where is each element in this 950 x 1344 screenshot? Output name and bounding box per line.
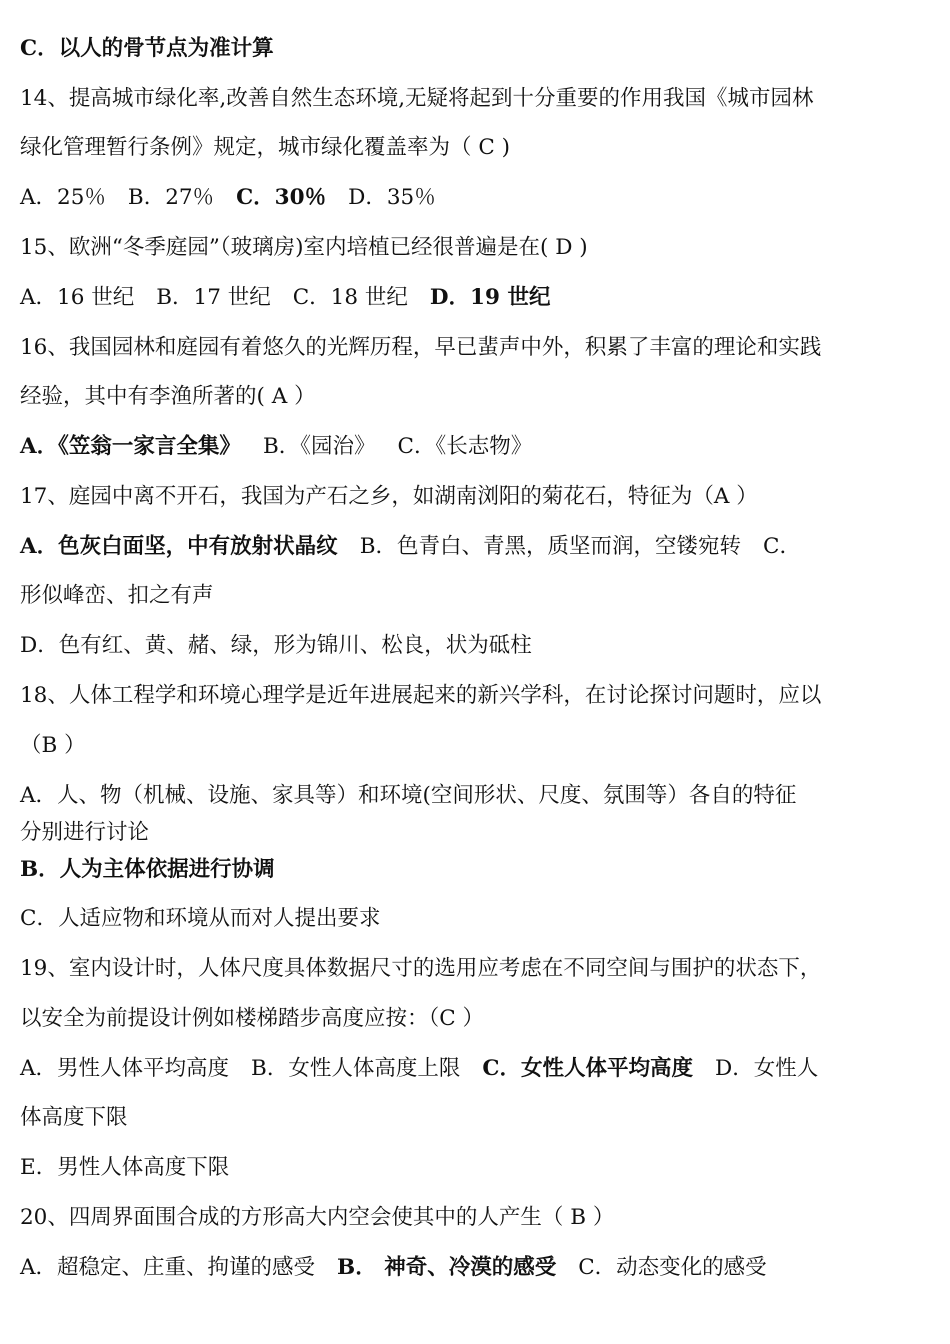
q15-option-c: C．18 世纪 [292,285,408,310]
q14-options [20,184,910,212]
q19-option-b: B．女性人体高度上限 [251,1056,461,1081]
q19-option-c-answer: C．女性人体平均高度 [482,1056,693,1081]
q14-option-b: B．27％ [127,185,215,210]
q19-option-d-part1: D．女性人 [714,1056,819,1081]
q20-option-b-answer: B． 神奇、冷漠的感受 [337,1255,557,1280]
q15-option-a: A．16 世纪 [20,285,135,310]
q17-option-c-text: 形似峰峦、扣之有声 [20,583,214,608]
q13-option-c-answer: C．以人的骨节点为准计算 [20,36,274,61]
q20-stem: 20、四周界面围合成的方形高大内空会使其中的人产生（ B ） [20,1205,615,1230]
q20-option-c: C．动态变化的感受 [578,1255,767,1280]
q16-stem-line2: 经验，其中有李渔所著的( A ） [20,384,316,409]
q16-options [20,433,910,461]
q20-option-a: A．超稳定、庄重、拘谨的感受 [20,1255,316,1280]
q18-option-c: C．人适应物和环境从而对人提出要求 [20,906,381,931]
q14-option-c-answer: C．30％ [236,185,327,210]
q14-stem-line1: 14、提高城市绿化率,改善自然生态环境,无疑将起到十分重要的作用我国《城市园林 [20,86,814,111]
q19-option-a: A．男性人体平均高度 [20,1056,230,1081]
q16-stem-line1: 16、我国园林和庭园有着悠久的光辉历程，早已蜚声中外，积累了丰富的理论和实践 [20,335,822,360]
q19-stem-line2: 以安全为前提设计例如楼梯踏步高度应按：（C ） [20,1006,485,1031]
q14-option-d: D．35％ [348,185,436,210]
q16-option-c: C．《长志物》 [397,434,533,459]
q17-option-c-label: C． [763,534,801,559]
q18-option-a-line2: 分别进行讨论 [20,820,150,845]
q16-option-a-answer: A．《笠翁一家言全集》 [20,434,241,459]
q17-option-b: B．色青白、青黑，质坚而润，空镂宛转 [359,534,741,559]
q19-option-d-part2: 体高度下限 [20,1105,128,1130]
q19-option-e: E．男性人体高度下限 [20,1155,230,1180]
q14-option-a: A．25％ [20,185,106,210]
q17-option-a-answer: A．色灰白面坚，中有放射状晶纹 [20,534,338,559]
q17-options [20,533,910,561]
q20-options [20,1254,910,1282]
q17-option-d: D．色有红、黄、赭、绿，形为锦川、松良，状为砥柱 [20,633,532,658]
q15-option-d-answer: D．19 世纪 [429,285,551,310]
q15-option-b: B．17 世纪 [156,285,271,310]
q18-option-a-line1: A．人、物（机械、设施、家具等）和环境(空间形状、尺度、氛围等）各自的特征 [20,783,797,808]
q18-stem-line1: 18、人体工程学和环境心理学是近年进展起来的新兴学科，在讨论探讨问题时，应以 [20,683,822,708]
q19-options [20,1055,910,1083]
q18-option-b-answer: B．人为主体依据进行协调 [20,857,275,882]
q18-stem-line2: （B ） [20,733,86,758]
q16-option-b: B．《园治》 [262,434,376,459]
q17-stem: 17、庭园中离不开石，我国为产石之乡，如湖南浏阳的菊花石，特征为（A ） [20,484,758,509]
q19-stem-line1: 19、室内设计时，人体尺度具体数据尺寸的选用应考虑在不同空间与围护的状态下， [20,956,822,981]
q15-stem: 15、欧洲“冬季庭园”（玻璃房)室内培植已经很普遍是在( D ) [20,235,588,260]
q15-options [20,284,910,312]
q14-stem-line2: 绿化管理暂行条例》规定，城市绿化覆盖率为（ C ) [20,135,511,160]
